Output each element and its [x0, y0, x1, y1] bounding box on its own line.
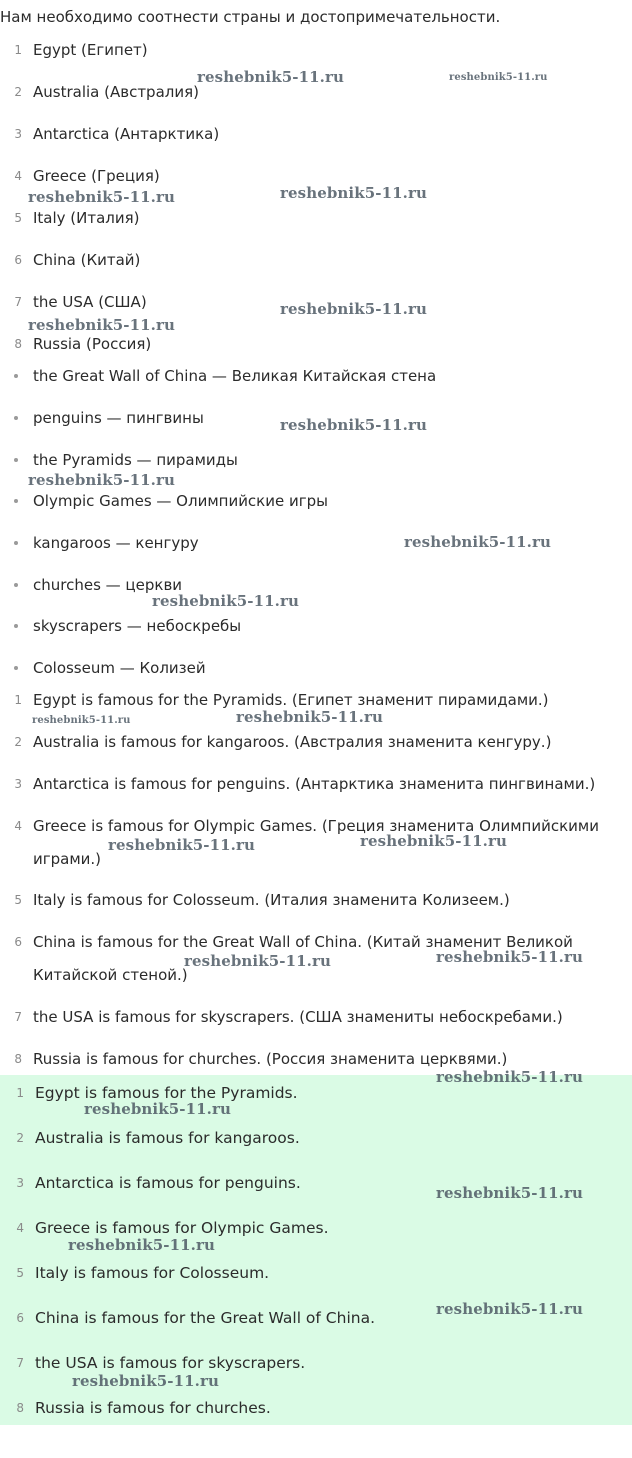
watermark: reshebnik5-11.ru [280, 416, 427, 434]
item-text: Russia (Россия) [33, 335, 152, 353]
item-text: Australia is famous for kangaroos. [35, 1129, 300, 1147]
item-text: China is famous for the Great Wall of China. [35, 1309, 376, 1327]
bullet-icon [14, 666, 18, 670]
item-text: Egypt is famous for the Pyramids. [35, 1084, 298, 1102]
item-text: Australia is famous for kangaroos. (Австралия знаменита кенгуру.) [33, 733, 552, 751]
item-text: Greece is famous for Olympic Games. (Греция знаменита Олимпийскими играми.) [33, 817, 599, 868]
item-number: 2 [14, 735, 22, 749]
watermark: reshebnik5-11.ru [404, 533, 551, 551]
item-text: Italy is famous for Colosseum. (Италия знаменита Колизеем.) [33, 891, 510, 909]
bullet-icon [14, 374, 18, 378]
watermark: reshebnik5-11.ru [280, 300, 427, 318]
watermark: reshebnik5-11.ru [28, 188, 175, 206]
watermark: reshebnik5-11.ru [32, 715, 131, 726]
watermark: reshebnik5-11.ru [197, 68, 344, 86]
watermark: reshebnik5-11.ru [184, 952, 331, 970]
item-text: the Great Wall of China — Великая Китайская стена [33, 367, 437, 385]
watermark: reshebnik5-11.ru [84, 1100, 231, 1118]
item-number: 2 [14, 85, 22, 99]
item-number: 8 [14, 337, 22, 351]
item-text: China (Китай) [33, 251, 141, 269]
watermark: reshebnik5-11.ru [436, 1068, 583, 1086]
item-text: Italy (Италия) [33, 209, 140, 227]
item-text: Antarctica is famous for penguins. (Антарктика знаменита пингвинами.) [33, 775, 596, 793]
item-number: 3 [14, 777, 22, 791]
intro-text: Нам необходимо соотнести страны и достопримечательности. [0, 8, 501, 26]
watermark: reshebnik5-11.ru [72, 1372, 219, 1390]
watermark: reshebnik5-11.ru [449, 72, 548, 83]
item-text: Antarctica is famous for penguins. [35, 1174, 301, 1192]
item-text: skyscrapers — небоскребы [33, 617, 242, 635]
item-number: 8 [14, 1052, 22, 1066]
item-number: 7 [14, 295, 22, 309]
item-number: 8 [16, 1401, 24, 1415]
item-number: 3 [16, 1176, 24, 1190]
item-text: Colosseum — Колизей [33, 659, 206, 677]
item-text: the Pyramids — пирамиды [33, 451, 238, 469]
bullet-icon [14, 499, 18, 503]
watermark: reshebnik5-11.ru [436, 948, 583, 966]
bullet-icon [14, 624, 18, 628]
item-text: Australia (Австралия) [33, 83, 199, 101]
item-number: 7 [16, 1356, 24, 1370]
item-text: Egypt is famous for the Pyramids. (Египет знаменит пирамидами.) [33, 691, 549, 709]
item-number: 5 [16, 1266, 24, 1280]
item-number: 4 [16, 1221, 24, 1235]
item-number: 3 [14, 127, 22, 141]
item-number: 6 [14, 935, 22, 949]
watermark: reshebnik5-11.ru [68, 1236, 215, 1254]
item-number: 1 [16, 1086, 24, 1100]
item-text: Russia is famous for churches. (Россия знаменита церквями.) [33, 1050, 508, 1068]
item-text: Greece (Греция) [33, 167, 160, 185]
item-text: churches — церкви [33, 576, 183, 594]
watermark: reshebnik5-11.ru [28, 316, 175, 334]
item-number: 6 [14, 253, 22, 267]
item-text: China is famous for the Great Wall of China. (Китай знаменит Великой Китайской стеной.) [33, 933, 573, 984]
watermark: reshebnik5-11.ru [236, 708, 383, 726]
item-number: 7 [14, 1010, 22, 1024]
item-text: Egypt (Египет) [33, 41, 148, 59]
item-number: 6 [16, 1311, 24, 1325]
item-text: Antarctica (Антарктика) [33, 125, 220, 143]
watermark: reshebnik5-11.ru [152, 592, 299, 610]
item-text: kangaroos — кенгуру [33, 534, 199, 552]
item-number: 5 [14, 211, 22, 225]
item-text: Russia is famous for churches. [35, 1399, 271, 1417]
item-number: 1 [14, 693, 22, 707]
item-number: 5 [14, 893, 22, 907]
bullet-icon [14, 583, 18, 587]
watermark: reshebnik5-11.ru [360, 832, 507, 850]
item-text: Italy is famous for Colosseum. [35, 1264, 270, 1282]
bullet-icon [14, 541, 18, 545]
watermark: reshebnik5-11.ru [280, 184, 427, 202]
bullet-icon [14, 416, 18, 420]
item-number: 2 [16, 1131, 24, 1145]
item-number: 1 [14, 43, 22, 57]
bullet-icon [14, 458, 18, 462]
watermark: reshebnik5-11.ru [28, 471, 175, 489]
item-number: 4 [14, 169, 22, 183]
item-text: Greece is famous for Olympic Games. [35, 1219, 329, 1237]
item-number: 4 [14, 819, 22, 833]
watermark: reshebnik5-11.ru [108, 836, 255, 854]
item-text: penguins — пингвины [33, 409, 204, 427]
watermark: reshebnik5-11.ru [436, 1300, 583, 1318]
item-text: the USA (США) [33, 293, 147, 311]
item-text: Olympic Games — Олимпийские игры [33, 492, 328, 510]
item-text: the USA is famous for skyscrapers. (США знамениты небоскребами.) [33, 1008, 563, 1026]
watermark: reshebnik5-11.ru [436, 1184, 583, 1202]
item-text: the USA is famous for skyscrapers. [35, 1354, 306, 1372]
